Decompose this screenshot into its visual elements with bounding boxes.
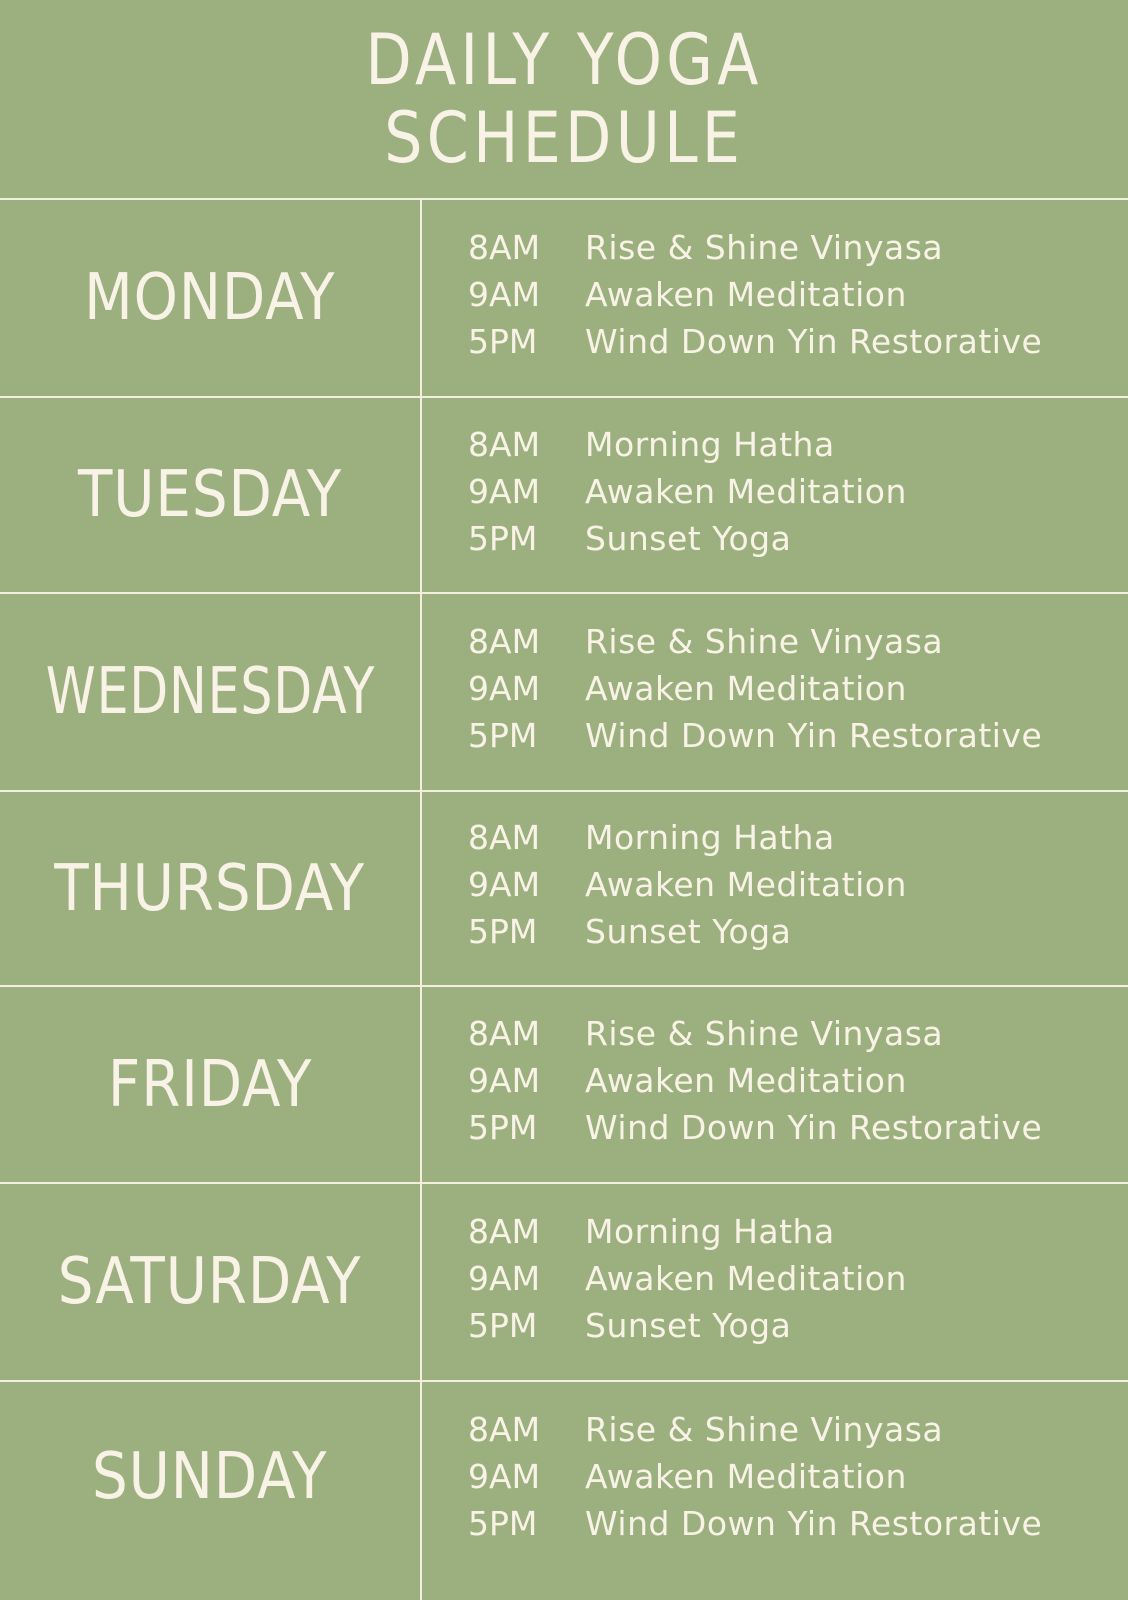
class-time: 9AM: [468, 668, 541, 708]
day-name-wednesday: WEDNESDAY: [45, 655, 375, 729]
class-list-friday: [422, 987, 1128, 1182]
class-item: [468, 472, 1128, 519]
class-name: Awaken Meditation: [585, 1258, 907, 1298]
class-time: 8AM: [468, 1410, 541, 1449]
class-item: [468, 818, 1128, 865]
day-name-saturday: SATURDAY: [58, 1245, 362, 1319]
class-item: [468, 1504, 1128, 1551]
class-name: Wind Down Yin Restorative: [585, 715, 1043, 755]
class-name: Rise & Shine Vinyasa: [585, 1014, 944, 1053]
day-row-wednesday: [0, 594, 1128, 792]
class-name: Morning Hatha: [585, 1211, 835, 1251]
day-row-friday: [0, 987, 1128, 1184]
class-time: 9AM: [468, 1457, 541, 1496]
class-item: [468, 275, 1128, 322]
class-list-tuesday: [422, 398, 1128, 592]
class-time: 9AM: [468, 1061, 541, 1100]
class-name: Rise & Shine Vinyasa: [585, 621, 944, 661]
day-cell: [0, 1184, 422, 1380]
class-time: 5PM: [468, 321, 538, 361]
class-name: Awaken Meditation: [585, 1457, 907, 1496]
day-row-saturday: [0, 1184, 1128, 1382]
class-item: [468, 1410, 1128, 1457]
class-item: [468, 1259, 1128, 1306]
class-time: 8AM: [468, 424, 541, 464]
class-item: [468, 912, 1128, 959]
class-time: 9AM: [468, 471, 541, 511]
class-time: 9AM: [468, 865, 541, 904]
class-time: 5PM: [468, 912, 538, 951]
class-item: [468, 1306, 1128, 1353]
class-time: 8AM: [468, 818, 541, 857]
day-name-tuesday: TUESDAY: [77, 458, 343, 532]
class-time: 8AM: [468, 1014, 541, 1053]
class-list-wednesday: [422, 594, 1128, 790]
day-name-friday: FRIDAY: [107, 1047, 313, 1122]
class-time: 5PM: [468, 1108, 538, 1147]
class-list-saturday: [422, 1184, 1128, 1380]
class-item: [468, 1061, 1128, 1108]
class-name: Awaken Meditation: [585, 274, 907, 314]
class-name: Sunset Yoga: [585, 518, 792, 558]
class-item: [468, 1014, 1128, 1061]
title-line-2: SCHEDULE: [384, 97, 744, 179]
class-name: Awaken Meditation: [585, 1061, 907, 1100]
class-name: Awaken Meditation: [585, 668, 907, 708]
class-time: 5PM: [468, 1305, 538, 1345]
day-row-thursday: [0, 792, 1128, 987]
class-name: Wind Down Yin Restorative: [585, 321, 1043, 361]
class-item: [468, 519, 1128, 566]
class-name: Awaken Meditation: [585, 865, 907, 904]
class-item: [468, 622, 1128, 669]
title-line-1: DAILY YOGA: [365, 19, 763, 101]
class-time: 8AM: [468, 621, 541, 661]
day-cell: [0, 987, 422, 1182]
day-row-monday: [0, 200, 1128, 398]
class-name: Sunset Yoga: [585, 912, 792, 951]
class-item: [468, 1212, 1128, 1259]
class-name: Wind Down Yin Restorative: [585, 1108, 1043, 1147]
day-cell: [0, 1382, 422, 1600]
class-name: Wind Down Yin Restorative: [585, 1504, 1043, 1543]
class-item: [468, 322, 1128, 369]
class-name: Rise & Shine Vinyasa: [585, 227, 944, 267]
class-time: 9AM: [468, 1258, 541, 1298]
class-list-thursday: [422, 792, 1128, 985]
day-cell: [0, 792, 422, 985]
class-name: Rise & Shine Vinyasa: [585, 1410, 944, 1449]
class-item: [468, 865, 1128, 912]
class-item: [468, 228, 1128, 275]
class-name: Morning Hatha: [585, 818, 835, 857]
day-name-monday: MONDAY: [84, 261, 336, 335]
class-item: [468, 1108, 1128, 1155]
class-name: Awaken Meditation: [585, 471, 907, 511]
day-name-sunday: SUNDAY: [92, 1440, 328, 1514]
day-name-thursday: THURSDAY: [54, 851, 366, 926]
class-item: [468, 716, 1128, 763]
day-cell: [0, 200, 422, 396]
class-time: 5PM: [468, 518, 538, 558]
class-time: 5PM: [468, 715, 538, 755]
class-name: Morning Hatha: [585, 424, 835, 464]
class-time: 8AM: [468, 1211, 541, 1251]
day-cell: [0, 398, 422, 592]
class-time: 9AM: [468, 274, 541, 314]
class-name: Sunset Yoga: [585, 1305, 792, 1345]
class-list-sunday: [422, 1382, 1128, 1600]
day-cell: [0, 594, 422, 790]
class-list-monday: [422, 200, 1128, 396]
class-item: [468, 669, 1128, 716]
class-item: [468, 1457, 1128, 1504]
day-row-sunday: [0, 1382, 1128, 1600]
schedule-header: [0, 0, 1128, 200]
class-item: [468, 425, 1128, 472]
class-time: 5PM: [468, 1504, 538, 1543]
day-row-tuesday: [0, 398, 1128, 594]
class-time: 8AM: [468, 227, 541, 267]
